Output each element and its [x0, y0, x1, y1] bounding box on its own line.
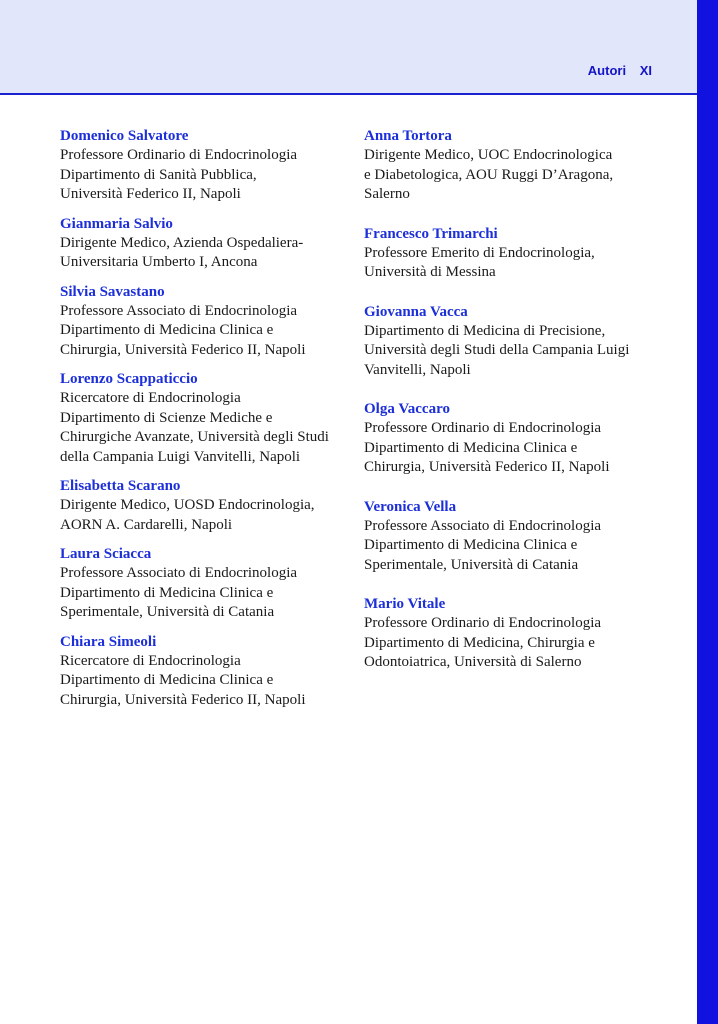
affiliation-line: Dirigente Medico, UOSD Endocrinologia, — [60, 497, 315, 513]
author-name: Domenico Salvatore — [60, 128, 189, 144]
author-entry — [364, 303, 664, 381]
affiliation-line: Ricercatore di Endocrinologia — [60, 652, 241, 669]
author-entry — [60, 370, 350, 467]
affiliation-line: Dipartimento di Sanità Pubblica, — [60, 166, 257, 183]
author-name: Olga Vaccaro — [364, 401, 450, 417]
header-band — [0, 0, 697, 94]
author-entry — [364, 498, 664, 576]
affiliation-line: e Diabetologica, AOU Ruggi D’Aragona, — [364, 166, 614, 183]
affiliation-line: Dirigente Medico, Azienda Ospedaliera- — [60, 234, 304, 251]
section-title: Autori — [587, 63, 627, 78]
author-entry — [60, 283, 350, 361]
authors-left-column — [60, 127, 350, 720]
page-number: XI — [639, 63, 652, 78]
affiliation-line: Chirurgia, Università Federico II, Napoli — [60, 341, 306, 358]
affiliation-line: Dipartimento di Medicina Clinica e — [364, 439, 578, 456]
affiliation-line: Università degli Studi della Campania Luigi — [364, 342, 630, 358]
running-head — [588, 63, 652, 78]
author-name: Laura Sciacca — [60, 546, 152, 562]
affiliation-line: Chirurgiche Avanzate, Università degli Studi — [60, 429, 329, 445]
author-entry — [364, 400, 664, 478]
affiliation-line: Dipartimento di Medicina Clinica e — [60, 322, 274, 338]
affiliation-line: Professore Emerito di Endocrinologia, — [364, 244, 595, 261]
author-entry — [60, 633, 350, 711]
affiliation-line: Professore Ordinario di Endocrinologia — [364, 615, 602, 631]
affiliation-line: AORN A. Cardarelli, Napoli — [60, 516, 233, 533]
side-accent-bar — [697, 0, 718, 1024]
author-name: Anna Tortora — [364, 128, 452, 144]
author-entry — [364, 225, 664, 283]
author-entry — [60, 545, 350, 623]
author-name: Francesco Trimarchi — [364, 225, 498, 242]
affiliation-line: della Campania Luigi Vanvitelli, Napoli — [60, 448, 301, 465]
affiliation-line: Sperimentale, Università di Catania — [364, 556, 579, 573]
affiliation-line: Sperimentale, Università di Catania — [60, 604, 275, 620]
affiliation-line: Università Federico II, Napoli — [60, 186, 241, 202]
affiliation-line: Professore Associato di Endocrinologia — [60, 565, 298, 581]
affiliation-line: Chirurgia, Università Federico II, Napoli — [60, 691, 306, 708]
affiliation-line: Professore Associato di Endocrinologia — [60, 302, 298, 319]
author-name: Gianmaria Salvio — [60, 215, 173, 232]
author-entry — [364, 127, 664, 205]
affiliation-line: Ricercatore di Endocrinologia — [60, 390, 241, 406]
affiliation-line: Professore Ordinario di Endocrinologia — [364, 420, 602, 436]
author-name: Veronica Vella — [364, 498, 457, 515]
author-name: Mario Vitale — [364, 596, 446, 612]
author-name: Silvia Savastano — [60, 283, 165, 300]
affiliation-line: Odontoiatrica, Università di Salerno — [364, 654, 582, 670]
author-name: Chiara Simeoli — [60, 633, 157, 650]
affiliation-line: Università di Messina — [364, 264, 496, 280]
affiliation-line: Dipartimento di Medicina di Precisione, — [364, 322, 606, 339]
affiliation-line: Professore Ordinario di Endocrinologia — [60, 147, 298, 163]
affiliation-line: Dirigente Medico, UOC Endocrinologica — [364, 147, 613, 163]
affiliation-line: Vanvitelli, Napoli — [364, 361, 471, 378]
affiliation-line: Professore Associato di Endocrinologia — [364, 517, 602, 534]
affiliation-line: Chirurgia, Università Federico II, Napoli — [364, 459, 610, 475]
authors-right-column — [364, 127, 664, 693]
affiliation-line: Dipartimento di Medicina Clinica e — [364, 537, 578, 553]
header-rule — [0, 93, 697, 95]
author-entry — [60, 215, 350, 273]
affiliation-line: Dipartimento di Medicina Clinica e — [60, 672, 274, 688]
affiliation-line: Universitaria Umberto I, Ancona — [60, 254, 258, 270]
affiliation-line: Dipartimento di Medicina, Chirurgia e — [364, 634, 595, 651]
author-entry — [60, 127, 350, 205]
affiliation-line: Salerno — [364, 186, 410, 202]
author-entry — [364, 595, 664, 673]
author-name: Lorenzo Scappaticcio — [60, 371, 198, 387]
author-name: Giovanna Vacca — [364, 303, 468, 320]
author-name: Elisabetta Scarano — [60, 478, 181, 494]
author-entry — [60, 477, 350, 535]
affiliation-line: Dipartimento di Scienze Mediche e — [60, 409, 273, 426]
affiliation-line: Dipartimento di Medicina Clinica e — [60, 584, 274, 601]
